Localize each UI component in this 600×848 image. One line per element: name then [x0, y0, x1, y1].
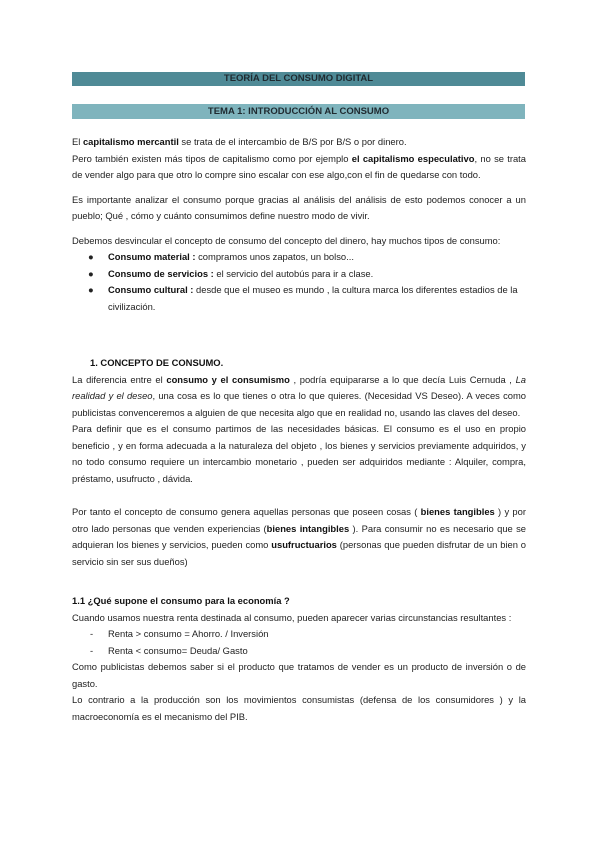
text: se trata de el intercambio de B/S por B/S o por dinero. — [178, 136, 407, 147]
bullet-icon: ● — [88, 267, 94, 279]
income-cases-list — [72, 626, 526, 659]
concept-paragraph-1 — [72, 372, 526, 422]
economy-paragraph-2: Como publicistas debemos saber si el producto que tratamos de vender es un producto de inversión o de gasto. — [72, 661, 526, 689]
list-item — [72, 643, 526, 660]
text: El — [72, 136, 83, 147]
text: compramos unos zapatos, un bolso... — [195, 251, 354, 262]
text: ). Para consumir no es necesario que se adquieran los bienes y servicios, pueden como — [72, 522, 526, 550]
bold-term: Consumo material : — [108, 251, 196, 262]
intro-paragraph-3: Es importante analizar el consumo porque gracias al análisis del análisis de esto podemos conocer a un pueblo; Qué , cómo y cuánto consumimos define nuestro modo de vivir. — [72, 193, 526, 221]
bold-term: consumo y el consumismo — [166, 373, 290, 385]
consumption-types-list — [72, 249, 526, 315]
text: ) y por otro lado personas que venden experiencias ( — [72, 506, 526, 534]
chapter-title: TEMA 1: INTRODUCCIÓN AL CONSUMO — [207, 106, 390, 117]
italic-title: La realidad y el deseo — [72, 373, 526, 401]
text: , una cosa es lo que tienes o otra lo que quieres. (Necesidad VS Deseo). A veces como publicistas convenceremos a alguien de que necesita algo que en realidad no, usando las claves del deseo. — [72, 390, 526, 418]
document-title-banner — [72, 72, 525, 86]
economy-paragraph-3: Lo contrario a la producción son los movimientos consumistas (defensa de los consumidores ) y la macroeconomía es el mecanismo del PIB. — [72, 694, 526, 722]
text: Pero también existen más tipos de capitalismo como por ejemplo — [72, 152, 352, 164]
bold-term: Consumo cultural : — [108, 284, 194, 295]
economy-paragraph-1: Cuando usamos nuestra renta destinada al consumo, pueden aparecer varias circunstancias resultantes : — [72, 611, 512, 623]
intro-section — [72, 134, 526, 315]
section-concept — [72, 355, 526, 570]
text: (personas que pueden disfrutar de un bien o servicio sin ser sus dueños) — [72, 539, 526, 567]
concept-paragraph-2: Para definir que es el consumo partimos de las necesidades básicas. El consumo es el uso en propio beneficio , y en forma adecuada a la naturaleza del objeto , los bienes y servicios previamente adquiridos, y no todo consumo requiere un intercambio monetario , pueden ser adquiridos mediante : Alquiler, compra, préstamo, usufructo , dávida. — [72, 423, 526, 484]
text: , podría equipararse a lo que decía Luis Cernuda , — [289, 373, 516, 385]
bold-term: capitalismo mercantil — [82, 136, 179, 147]
text: Renta > consumo = Ahorro. / Inversión — [108, 628, 269, 639]
intro-paragraph-1 — [72, 134, 526, 151]
bold-term: el capitalismo especulativo — [351, 152, 475, 164]
dash-icon: - — [90, 628, 94, 639]
bullet-icon: ● — [88, 251, 94, 262]
chapter-title-banner — [72, 104, 525, 119]
list-item — [72, 266, 526, 283]
bold-term: Consumo de servicios : — [108, 267, 214, 279]
section-heading: 1.1 ¿Qué supone el consumo para la economía ? — [72, 595, 290, 606]
text: Por tanto el concepto de consumo genera aquellas personas que poseen cosas ( — [72, 506, 421, 517]
bullet-icon: ● — [88, 284, 94, 295]
text: , no se trata de vender algo para que otro lo compre sino escalar con ese algo,con el fin de quedarse con todo. — [72, 152, 526, 180]
list-item — [72, 282, 526, 315]
intro-paragraph-2 — [72, 151, 526, 184]
bold-term: bienes intangibles — [266, 522, 350, 534]
text: La diferencia entre el — [72, 373, 167, 385]
bold-term: bienes tangibles — [420, 506, 495, 517]
dash-icon: - — [90, 644, 94, 656]
text: desde que el museo es mundo , la cultura marca los diferentes estadios de la civilización. — [108, 284, 518, 312]
text: el servicio del autobús para ir a clase. — [213, 267, 374, 279]
list-item — [72, 249, 526, 266]
section-heading: 1. CONCEPTO DE CONSUMO. — [90, 357, 224, 368]
intro-paragraph-4: Debemos desvincular el concepto de consumo del concepto del dinero, hay muchos tipos de consumo: — [72, 234, 501, 246]
concept-paragraph-3 — [72, 504, 526, 570]
bold-term: usufructuarios — [271, 539, 337, 550]
text: Renta < consumo= Deuda/ Gasto — [108, 644, 248, 656]
document-title: TEORÍA DEL CONSUMO DIGITAL — [223, 73, 374, 84]
list-item — [72, 626, 526, 643]
section-economy — [72, 593, 526, 725]
